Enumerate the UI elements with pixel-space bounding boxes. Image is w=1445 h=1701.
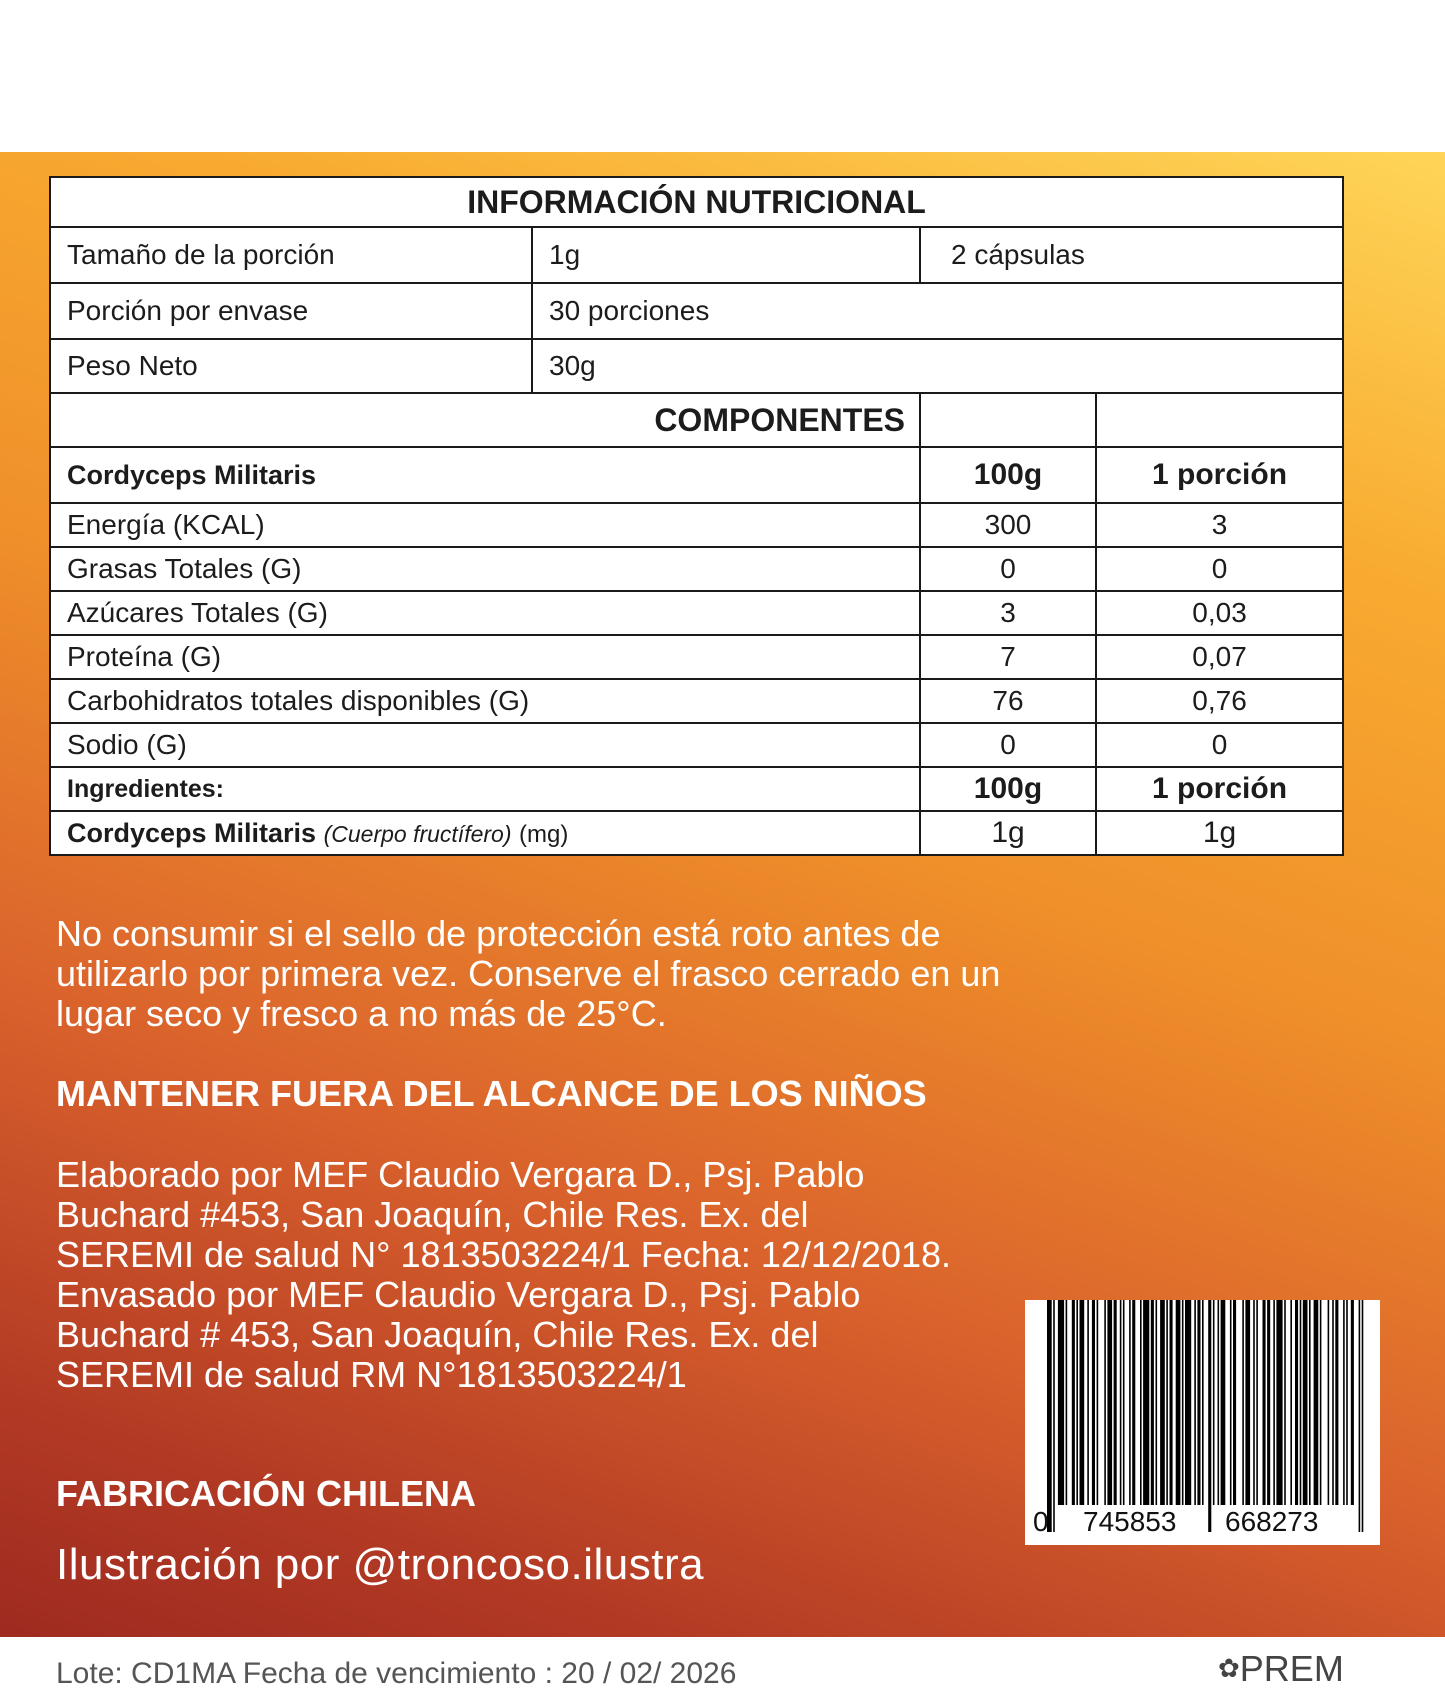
barcode-bar: [1208, 1300, 1211, 1532]
barcode-bar: [1143, 1300, 1149, 1505]
barcode-bar: [1295, 1300, 1298, 1505]
barcode-bar: [1314, 1300, 1319, 1505]
portions-label: Porción por envase: [50, 283, 532, 339]
barcode-bar: [1120, 1300, 1122, 1505]
barcode-bar: [1129, 1300, 1131, 1505]
barcode-bar: [1104, 1300, 1106, 1505]
illustration-credit: Ilustración por @troncoso.ilustra: [56, 1540, 705, 1589]
portions-row: [50, 283, 1343, 339]
nutrient-portion: 0: [1096, 723, 1343, 767]
nutrient-name: Carbohidratos totales disponibles (G): [50, 679, 920, 723]
col-portion: 1 porción: [1096, 447, 1343, 503]
product-header-row: [50, 447, 1343, 503]
barcode-bar: [1273, 1300, 1275, 1505]
weight-row: [50, 339, 1343, 393]
barcode-bar: [1256, 1300, 1258, 1505]
keep-away-warning: MANTENER FUERA DEL ALCANCE DE LOS NIÑOS: [56, 1073, 927, 1114]
barcode-bar: [1185, 1300, 1191, 1505]
nutrient-100g: 0: [920, 547, 1096, 591]
barcode-bar: [1346, 1300, 1348, 1505]
barcode-bar: [1080, 1300, 1085, 1505]
ingredient-unit: (mg): [519, 820, 569, 848]
serving-row: [50, 227, 1343, 283]
nutrient-100g: 76: [920, 679, 1096, 723]
nutrient-name: Sodio (G): [50, 723, 920, 767]
barcode-bar: [1290, 1300, 1292, 1505]
serving-label: Tamaño de la porción: [50, 227, 532, 283]
barcode-bar: [1303, 1300, 1308, 1505]
nutrient-portion: 0: [1096, 547, 1343, 591]
barcode-bar: [1123, 1300, 1125, 1505]
ing-col-100g: 100g: [920, 767, 1096, 811]
barcode-bar: [1047, 1300, 1052, 1532]
ingredient-100g: 1g: [920, 811, 1096, 855]
barcode-bar: [1253, 1300, 1255, 1505]
barcode-bar: [1132, 1300, 1135, 1505]
serving-caps: 2 cápsulas: [920, 227, 1343, 283]
lot-expiry: Lote: CD1MA Fecha de vencimiento : 20 / 02/ 2026: [56, 1657, 737, 1690]
barcode-bar: [1176, 1300, 1181, 1505]
rose-icon: ✿: [1218, 1653, 1240, 1683]
table-title-row: [50, 177, 1343, 227]
barcode-bar: [1335, 1300, 1338, 1505]
table-row: [50, 503, 1343, 547]
weight-value: 30g: [532, 339, 1343, 393]
made-in-chile: FABRICACIÓN CHILENA: [56, 1473, 476, 1514]
barcode-bar: [1076, 1300, 1078, 1505]
nutrient-portion: 0,07: [1096, 635, 1343, 679]
nutrient-100g: 3: [920, 591, 1096, 635]
barcode-left-digits: 745853: [1083, 1506, 1177, 1537]
barcode-bar: [1107, 1300, 1112, 1505]
barcode-bar: [1197, 1300, 1200, 1505]
barcode-bar: [1343, 1300, 1345, 1505]
barcode-bar: [1097, 1300, 1099, 1505]
nutrient-100g: 300: [920, 503, 1096, 547]
storage-warning: No consumir si el sello de protección está roto antes de utilizarlo por primera vez. Conserve el frasco cerrado en un lugar seco y fresco a no más de 25°C.: [56, 913, 1001, 1034]
barcode-bar: [1058, 1300, 1064, 1505]
barcode-bar: [1276, 1300, 1282, 1505]
barcode-bar: [1230, 1300, 1232, 1505]
barcode-bar: [1140, 1300, 1142, 1505]
barcode-bar: [1233, 1300, 1236, 1505]
table-row: [50, 591, 1343, 635]
barcode-bar: [1218, 1300, 1220, 1505]
serving-value: 1g: [532, 227, 920, 283]
ingredient-portion: 1g: [1096, 811, 1343, 855]
table-row: [50, 635, 1343, 679]
brand-name: PREM: [1239, 1648, 1344, 1689]
nutrient-100g: 0: [920, 723, 1096, 767]
barcode-bar: [1332, 1300, 1334, 1505]
barcode-bar: [1221, 1300, 1226, 1505]
barcode-bar: [1072, 1300, 1075, 1505]
barcode-bar: [1151, 1300, 1154, 1505]
components-row: [50, 393, 1343, 447]
nutrient-name: Azúcares Totales (G): [50, 591, 920, 635]
nutrient-portion: 0,03: [1096, 591, 1343, 635]
portions-value: 30 porciones: [532, 283, 1343, 339]
ingredient-note: (Cuerpo fructífero): [323, 820, 512, 847]
components-title: COMPONENTES: [50, 393, 920, 447]
barcode-bar: [1160, 1300, 1165, 1505]
nutrient-name: Energía (KCAL): [50, 503, 920, 547]
barcode-bar: [1284, 1300, 1286, 1505]
nutrient-100g: 7: [920, 635, 1096, 679]
barcode-bar: [1066, 1300, 1068, 1505]
components-empty-1: [920, 393, 1096, 447]
nutrient-name: Proteína (G): [50, 635, 920, 679]
barcode-first-digit: 0: [1033, 1506, 1049, 1537]
components-empty-2: [1096, 393, 1343, 447]
barcode-bars: [1025, 1300, 1380, 1545]
table-row: [50, 723, 1343, 767]
barcode-bar: [1202, 1300, 1204, 1505]
table-row: [50, 547, 1343, 591]
barcode-bar: [1267, 1300, 1270, 1505]
barcode-bar: [1194, 1300, 1196, 1505]
ingredient-cell: [50, 811, 920, 855]
ingredient-row: [50, 811, 1343, 855]
weight-label: Peso Neto: [50, 339, 532, 393]
nutrient-name: Grasas Totales (G): [50, 547, 920, 591]
barcode-bar: [1092, 1300, 1095, 1505]
barcode-bar: [1156, 1300, 1158, 1505]
nutrient-portion: 0,76: [1096, 679, 1343, 723]
product-label: Cordyceps Militaris: [50, 447, 920, 503]
barcode-bar: [1300, 1300, 1302, 1505]
table-row: [50, 679, 1343, 723]
barcode-bar: [1309, 1300, 1311, 1505]
barcode-bar: [1114, 1300, 1117, 1505]
barcode-bar: [1351, 1300, 1354, 1505]
barcode-bar: [1328, 1300, 1330, 1505]
barcode-bar: [1213, 1300, 1215, 1505]
ingredients-label: Ingredientes:: [50, 767, 920, 811]
barcode-bar: [1087, 1300, 1089, 1505]
barcode-bar: [1053, 1300, 1055, 1532]
barcode-bar: [1166, 1300, 1168, 1505]
table-title: INFORMACIÓN NUTRICIONAL: [50, 177, 1343, 227]
barcode-bar: [1263, 1300, 1266, 1505]
barcode: [1025, 1300, 1380, 1545]
barcode-right-digits: 668273: [1225, 1506, 1319, 1537]
barcode-bar: [1170, 1300, 1173, 1505]
ingredients-header-row: [50, 767, 1343, 811]
manufacturer-info: Elaborado por MEF Claudio Vergara D., Psj. Pablo Buchard #453, San Joaquín, Chile Res. Ex. del SEREMI de salud N° 1813503224/1 Fecha: 12/12/2018. Envasado por MEF Claudio Vergara D., Psj. Pablo Buchard # 453, San Joaquín, Chile Res. Ex. del SEREMI de salud RM N°1813503224/1: [56, 1154, 952, 1395]
nutrient-portion: 3: [1096, 503, 1343, 547]
barcode-bar: [1242, 1300, 1244, 1505]
barcode-bar: [1245, 1300, 1250, 1505]
barcode-bar: [1359, 1300, 1361, 1532]
nutrition-table: [49, 176, 1344, 856]
brand-mark: [1218, 1648, 1344, 1690]
barcode-bar: [1320, 1300, 1322, 1505]
ing-col-portion: 1 porción: [1096, 767, 1343, 811]
col-100g: 100g: [920, 447, 1096, 503]
ingredient-name: Cordyceps Militaris: [67, 817, 317, 848]
barcode-bar: [1182, 1300, 1184, 1505]
barcode-bar: [1362, 1300, 1364, 1532]
